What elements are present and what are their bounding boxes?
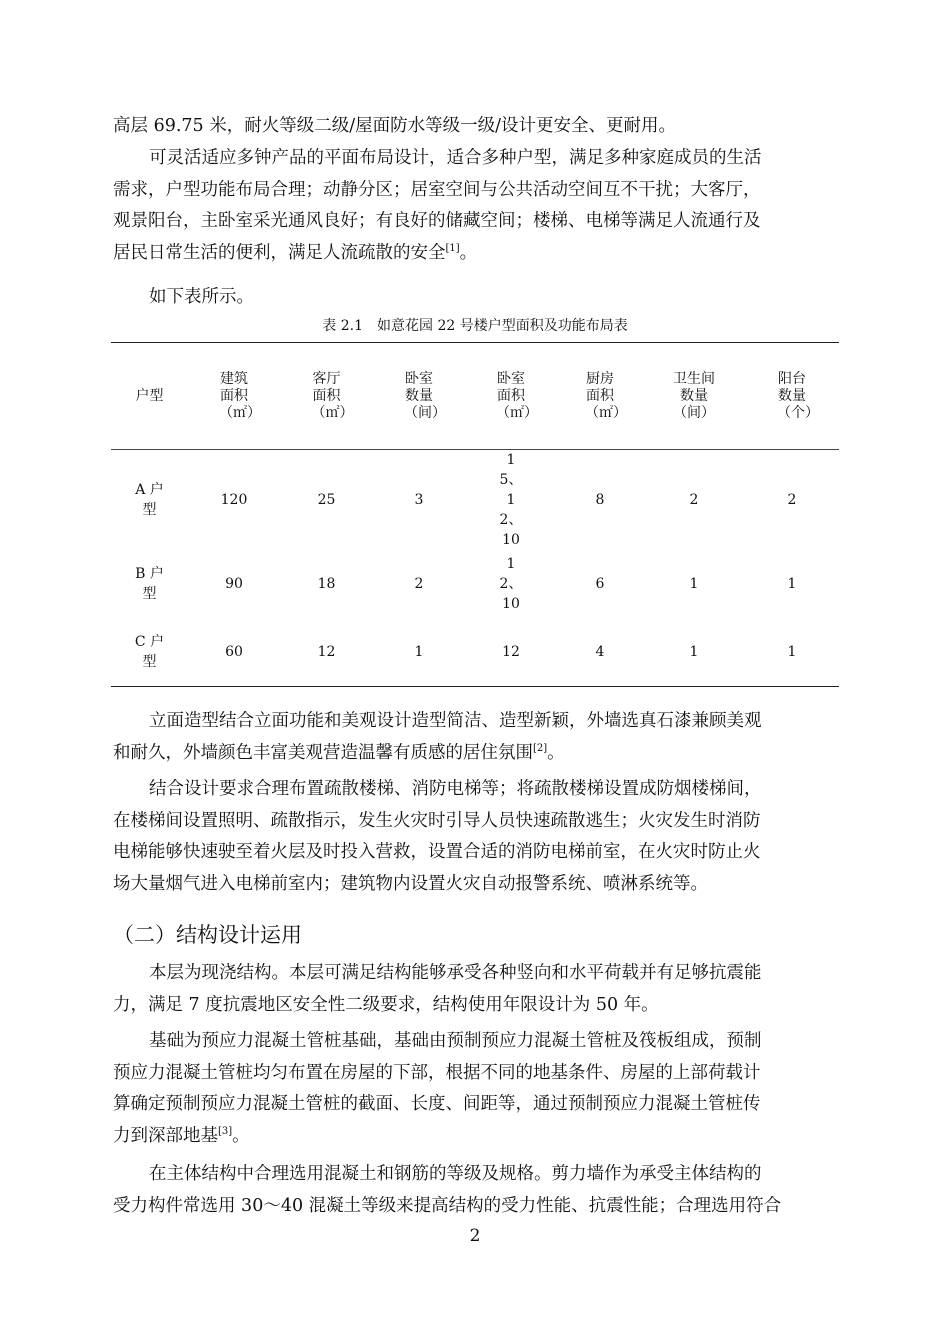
text-fragment: 力到深部地基 <box>113 1125 218 1146</box>
text-line: 在主体结构中合理选用混凝土和钢筋的等级及规格。剪力墙作为承受主体结构的 <box>149 1164 762 1184</box>
table-cell: 8 <box>595 492 605 508</box>
table-cell: 12、10 <box>499 556 523 612</box>
paragraph-height-fire-rating <box>113 111 840 143</box>
table-cell: 1 <box>414 643 424 660</box>
table-cell: A 户型 <box>135 482 164 518</box>
section-heading: （二）结构设计运用 <box>113 923 302 947</box>
column-header: 卫生间数量（间） <box>673 370 715 421</box>
table-cell: 2 <box>414 576 424 592</box>
text-line: 需求，户型功能布局合理；动静分区；居室空间与公共活动空间互不干扰；大客厅， <box>113 179 761 200</box>
text-line: 电梯能够快速驶至着火层及时投入营救，设置合适的消防电梯前室，在火灾时防止火 <box>113 842 761 862</box>
table-cell: 1 <box>787 576 797 592</box>
table-cell: 18 <box>317 576 336 592</box>
text-line: 在楼梯间设置照明、疏散指示，发生火灾时引导人员快速疏散逃生；火灾发生时消防 <box>113 810 761 831</box>
column-header: 卧室面积（㎡） <box>496 370 538 421</box>
text-line: 结合设计要求合理布置疏散楼梯、消防电梯等；将疏散楼梯设置成防烟楼梯间， <box>149 779 762 799</box>
column-header: 阳台数量（个） <box>777 370 819 421</box>
table-header-row <box>111 343 839 450</box>
table-cell: 2 <box>787 492 797 508</box>
table-caption: 表 2.1 如意花园 22 号楼户型面积及功能布局表 <box>322 318 628 334</box>
column-header: 厨房面积（㎡） <box>585 370 627 421</box>
citation-ref: [2] <box>533 742 548 754</box>
table-cell: 2 <box>689 492 699 508</box>
table-cell: 25 <box>317 492 336 508</box>
text-fragment: 居民日常生活的便利，满足人流疏散的安全 <box>113 242 446 263</box>
text-fragment: 。 <box>547 742 565 763</box>
text-line: 立面造型结合立面功能和美观设计造型简洁、造型新颖，外墙选真石漆兼顾美观 <box>149 711 762 731</box>
text-line-with-ref <box>113 738 840 770</box>
table-cell: 1 <box>689 643 699 660</box>
text-fragment: 。 <box>459 242 478 263</box>
citation-ref: [3] <box>218 1125 233 1137</box>
text-line: 可灵活适应多钟产品的平面布局设计，适合多种户型，满足多种家庭成员的生活 <box>149 148 762 168</box>
column-header: 建筑面积（㎡） <box>219 370 261 421</box>
text-fragment: 。 <box>232 1125 250 1146</box>
text-line-with-ref <box>113 1121 840 1153</box>
column-header: 卧室数量（间） <box>404 370 446 421</box>
table-cell: 90 <box>225 576 243 592</box>
paragraph-materials <box>113 1159 840 1222</box>
column-header: 客厅面积（㎡） <box>311 370 354 421</box>
paragraph-facade-design <box>113 706 840 769</box>
table-row <box>111 618 839 686</box>
text-fragment: 和耐久，外墙颜色丰富美观营造温馨有质感的居住氛围 <box>113 742 533 763</box>
citation-ref: [1] <box>445 242 460 254</box>
text-line: 预应力混凝土管桩均匀布置在房屋的下部，根据不同的地基条件、房屋的上部荷载计 <box>113 1062 761 1083</box>
table-cell: 4 <box>595 643 605 660</box>
table-cell: 1 <box>787 643 797 660</box>
text-line: 受力构件常选用 30～40 混凝土等级来提高结构的受力性能、抗震性能；合理选用符合 <box>113 1195 782 1216</box>
unit-area-table <box>111 342 839 687</box>
table-cell: 12 <box>502 643 520 660</box>
text-line: 力，满足 7 度抗震地区安全性二级要求，结构使用年限设计为 50 年。 <box>113 994 659 1015</box>
paragraph-table-intro <box>113 282 840 314</box>
text-line: 基础为预应力混凝土管桩基础，基础由预制预应力混凝土管桩及筏板组成，预制 <box>149 1031 762 1051</box>
text-line: 观景阳台，主卧室采光通风良好；有良好的储藏空间；楼梯、电梯等满足人流通行及 <box>113 211 761 231</box>
text-line: 算确定预制预应力混凝土管桩的截面、长度、间距等，通过预制预应力混凝土管桩传 <box>113 1094 761 1114</box>
table-row <box>111 450 839 551</box>
paragraph-layout-design <box>113 143 840 269</box>
paragraph-structure-type <box>113 958 840 1021</box>
table-cell: B 户型 <box>135 566 164 602</box>
text-line-with-ref <box>113 238 840 270</box>
column-header: 户型 <box>135 387 164 404</box>
table-cell: 120 <box>220 492 248 508</box>
table-cell: 12 <box>317 643 336 660</box>
text-line: 场大量烟气进入电梯前室内；建筑物内设置火灾自动报警系统、喷淋系统等。 <box>113 873 708 894</box>
table-cell: 60 <box>225 643 243 660</box>
text-line: 高层 69.75 米，耐火等级二级/屋面防水等级一级/设计更安全、更耐用。 <box>113 116 677 136</box>
text-line: 本层为现浇结构。本层可满足结构能够承受各种竖向和水平荷载并有足够抗震能 <box>149 963 762 983</box>
paragraph-fire-evacuation <box>113 774 840 900</box>
table-cell: 15、12、10 <box>499 452 523 548</box>
paragraph-foundation <box>113 1026 840 1152</box>
text-line: 如下表所示。 <box>149 287 254 307</box>
table-row <box>111 550 839 618</box>
table-cell: C 户型 <box>134 633 165 670</box>
table-cell: 6 <box>595 576 605 592</box>
page-number: 2 <box>469 1226 481 1246</box>
table-cell: 3 <box>414 492 424 508</box>
table-cell: 1 <box>689 576 699 592</box>
